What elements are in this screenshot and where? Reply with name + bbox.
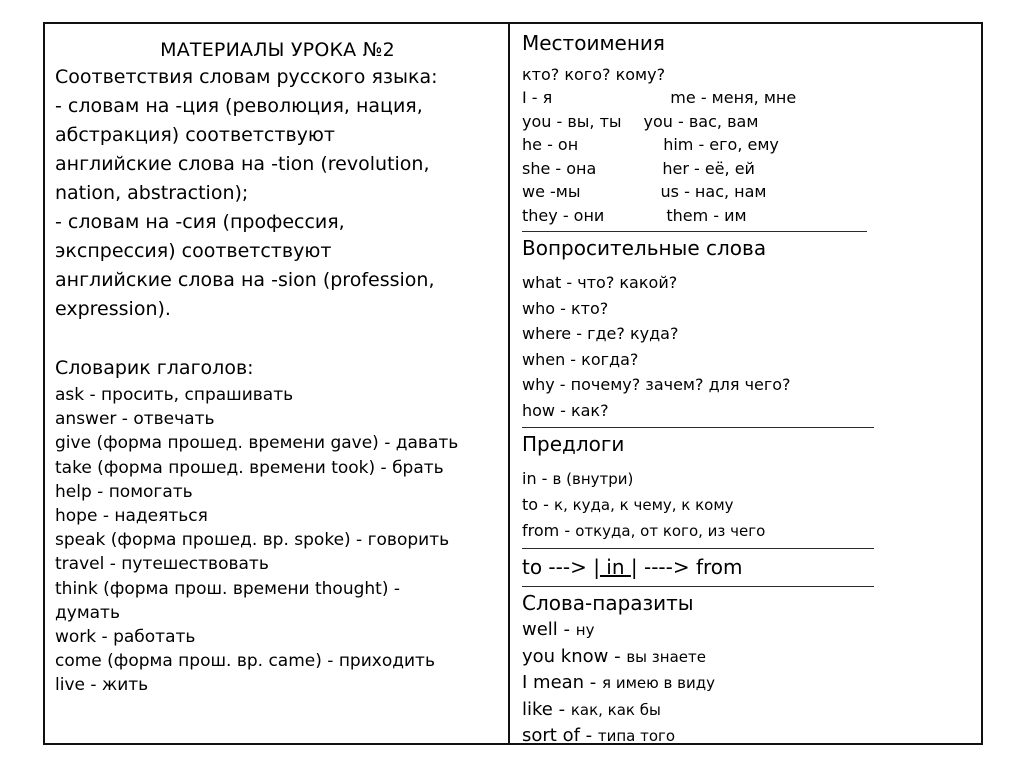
filler-sep: - xyxy=(557,619,576,640)
left-column xyxy=(45,24,510,743)
page-title: МАТЕРИАЛЫ УРОКА №2 xyxy=(160,39,395,61)
verb-item: work - работать xyxy=(55,627,196,648)
pronoun-object: him - его, ему xyxy=(663,135,779,154)
section-divider xyxy=(522,586,874,587)
filler-words-list xyxy=(522,617,971,750)
preposition-item xyxy=(522,466,971,492)
pronoun-object: them - им xyxy=(666,205,747,225)
verbs-heading: Словарик глаголов: xyxy=(55,357,254,379)
question-word-item: who - кто? xyxy=(522,298,609,318)
pronoun-subject: I - я xyxy=(522,88,553,107)
intro-line: - словам на -ция (революция, нация, xyxy=(55,95,423,117)
verb-item: help - помогать xyxy=(55,481,193,502)
pronoun-object: her - её, ей xyxy=(662,158,755,178)
intro-paragraph xyxy=(55,63,500,324)
filler-en: well xyxy=(522,619,558,640)
verb-item: think (форма прош. времени thought) - xyxy=(55,578,400,599)
pronoun-row xyxy=(522,180,971,204)
verb-item: take (форма прошед. времени took) - брать xyxy=(55,457,444,478)
filler-item xyxy=(522,617,971,644)
verb-item: ask - просить, спрашивать xyxy=(55,385,294,405)
preposition-sep: - xyxy=(536,469,553,488)
preposition-sep: - xyxy=(538,495,555,514)
pronoun-object: me - меня, мне xyxy=(670,88,797,107)
preposition-en: from xyxy=(522,521,560,540)
prepositions-list xyxy=(522,466,971,544)
flow-before: to ---> | xyxy=(522,555,600,579)
intro-line: expression). xyxy=(55,298,171,320)
filler-en: like xyxy=(522,698,553,720)
pronoun-subject: she - она xyxy=(522,158,597,178)
pronoun-subject: they - они xyxy=(522,205,605,225)
verb-item: live - жить xyxy=(55,675,149,696)
flow-after: | ----> from xyxy=(630,555,743,579)
preposition-ru: к, куда, к чему, к кому xyxy=(554,496,734,514)
pronouns-case-question: кто? кого? кому? xyxy=(522,65,666,84)
filler-en: I mean xyxy=(522,672,585,693)
intro-line: - словам на -сия (профессия, xyxy=(55,211,345,233)
section-divider xyxy=(522,548,874,549)
filler-en: you know xyxy=(522,645,609,667)
preposition-flow-diagram xyxy=(522,552,971,582)
prepositions-heading: Предлоги xyxy=(522,432,625,456)
right-column xyxy=(510,24,981,746)
pronoun-row xyxy=(522,86,971,110)
filler-en: sort of xyxy=(522,725,580,746)
question-word-item: why - почему? зачем? для чего? xyxy=(522,375,791,394)
filler-words-heading: Слова-паразиты xyxy=(522,591,694,615)
pronoun-row xyxy=(522,204,971,228)
pronoun-subject: he - он xyxy=(522,135,579,154)
verb-item: speak (форма прошед. вр. spoke) - говорить xyxy=(55,530,450,551)
question-word-item: where - где? куда? xyxy=(522,324,679,343)
preposition-sep: - xyxy=(559,521,576,540)
filler-ru: вы знаете xyxy=(626,647,706,666)
verb-item: come (форма прош. вр. came) - приходить xyxy=(55,651,435,672)
preposition-ru: откуда, от кого, из чего xyxy=(575,522,766,540)
section-divider xyxy=(522,427,874,428)
intro-line: Соответствия словам русского языка: xyxy=(55,66,438,88)
question-word-item: what - что? какой? xyxy=(522,273,678,292)
pronouns-heading: Местоимения xyxy=(522,31,665,55)
intro-line: экспрессия) соответствуют xyxy=(55,240,332,262)
pronoun-row xyxy=(522,133,971,157)
verb-item: give (форма прошед. времени gave) - давать xyxy=(55,433,459,454)
intro-line: абстракция) соответствуют xyxy=(55,124,335,146)
preposition-item xyxy=(522,518,971,544)
filler-ru: как, как бы xyxy=(570,700,661,719)
pronoun-object: you - вас, вам xyxy=(643,111,759,131)
pronouns-table xyxy=(522,86,971,227)
intro-line: nation, abstraction); xyxy=(55,182,249,204)
pronoun-row xyxy=(522,110,971,134)
filler-sep: - xyxy=(584,672,603,693)
verb-item-continuation: думать xyxy=(55,602,120,623)
question-words-heading: Вопросительные слова xyxy=(522,236,767,260)
preposition-en: in xyxy=(522,469,537,488)
filler-sep: - xyxy=(552,698,571,720)
paragraph-spacer xyxy=(55,324,500,353)
preposition-ru: в (внутри) xyxy=(552,470,634,488)
pronoun-row xyxy=(522,157,971,181)
filler-ru: я имею в виду xyxy=(602,674,715,692)
question-word-item: how - как? xyxy=(522,400,609,420)
section-divider xyxy=(522,231,867,232)
pronoun-object: us - нас, нам xyxy=(660,182,767,201)
question-words-list xyxy=(522,270,971,423)
flow-middle-in: in xyxy=(599,555,631,579)
filler-item xyxy=(522,670,971,697)
verb-item: hope - надеяться xyxy=(55,506,208,527)
filler-item xyxy=(522,697,971,724)
intro-line: английские слова на -sion (profession, xyxy=(55,269,435,291)
preposition-item xyxy=(522,492,971,518)
verbs-list xyxy=(55,383,500,698)
filler-item xyxy=(522,644,971,671)
question-word-item: when - когда? xyxy=(522,349,639,369)
filler-ru: типа того xyxy=(597,727,676,745)
filler-sep: - xyxy=(608,645,627,667)
filler-item xyxy=(522,723,971,750)
intro-line: английские слова на -tion (revolution, xyxy=(55,153,430,175)
lesson-materials-table xyxy=(43,22,983,745)
filler-sep: - xyxy=(579,725,598,746)
preposition-en: to xyxy=(522,495,539,514)
verb-item: travel - путешествовать xyxy=(55,554,269,575)
pronoun-subject: we -мы xyxy=(522,182,581,201)
pronoun-subject: you - вы, ты xyxy=(522,111,622,131)
filler-ru: ну xyxy=(575,621,595,639)
verb-item: answer - отвечать xyxy=(55,409,215,430)
